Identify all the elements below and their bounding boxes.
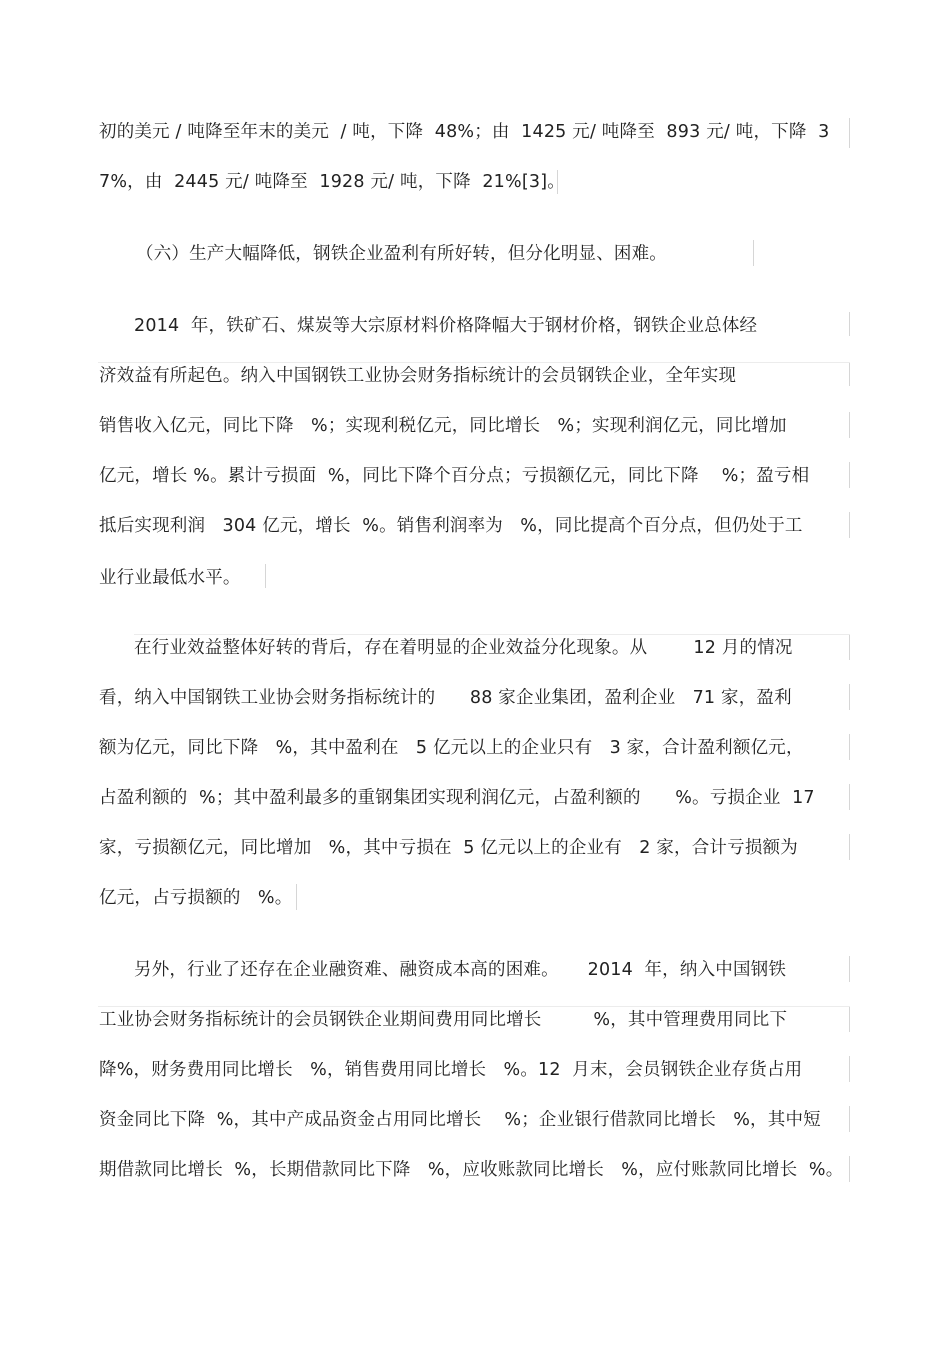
text-line: 初的美元 / 吨降至年末的美元 / 吨，下降 48%；由 1425 元/ 吨降至 893 元/ 吨，下降 3 — [99, 122, 830, 142]
column-rule — [849, 412, 850, 438]
text-line: 2014 年，铁矿石、煤炭等大宗原材料价格降幅大于钢材价格，钢铁企业总体经 — [134, 316, 758, 336]
text-line: 家，亏损额亿元，同比增加 %，其中亏损在 5 亿元以上的企业有 2 家，合计亏损额为 — [99, 838, 798, 858]
column-rule — [849, 784, 850, 810]
text-line: 在行业效益整体好转的背后，存在着明显的企业效益分化现象。从 12 月的情况 — [134, 638, 793, 658]
section-heading: （六）生产大幅降低，钢铁企业盈利有所好转，但分化明显、困难。 — [136, 244, 667, 264]
column-rule — [849, 734, 850, 760]
text-line: 资金同比下降 %，其中产成品资金占用同比增长 %；企业银行借款同比增长 %，其中短 — [99, 1110, 821, 1130]
text-line: 济效益有所起色。纳入中国钢铁工业协会财务指标统计的会员钢铁企业，全年实现 — [99, 366, 737, 386]
column-rule — [265, 564, 266, 588]
column-rule — [849, 1006, 850, 1032]
text-line: 7%，由 2445 元/ 吨降至 1928 元/ 吨，下降 21%[3]。 — [99, 172, 565, 192]
column-rule — [849, 1106, 850, 1132]
column-rule — [849, 684, 850, 710]
line-separator — [134, 634, 850, 635]
column-rule — [849, 512, 850, 538]
column-rule — [753, 240, 754, 266]
column-rule — [849, 1056, 850, 1082]
column-rule — [849, 462, 850, 488]
column-rule — [849, 1156, 850, 1182]
line-separator — [98, 362, 850, 363]
text-line: 销售收入亿元，同比下降 %；实现利税亿元，同比增长 %；实现利润亿元，同比增加 — [99, 416, 787, 436]
text-line: 抵后实现利润 304 亿元，增长 %。销售利润率为 %，同比提高个百分点，但仍处于工 — [99, 516, 803, 536]
text-line: 看，纳入中国钢铁工业协会财务指标统计的 88 家企业集团，盈利企业 71 家，盈利 — [99, 688, 792, 708]
text-line: 额为亿元，同比下降 %，其中盈利在 5 亿元以上的企业只有 3 家，合计盈利额亿元， — [99, 738, 804, 758]
text-line: 业行业最低水平。 — [99, 568, 241, 588]
column-rule — [849, 362, 850, 386]
column-rule — [849, 956, 850, 982]
column-rule — [849, 118, 850, 148]
text-line: 占盈利额的 %；其中盈利最多的重钢集团实现利润亿元，占盈利额的 %。亏损企业 17 — [99, 788, 815, 808]
column-rule — [296, 884, 297, 910]
text-line: 降%，财务费用同比增长 %，销售费用同比增长 %。12 月末，会员钢铁企业存货占用 — [99, 1060, 803, 1080]
column-rule — [849, 834, 850, 860]
text-line: 另外，行业了还存在企业融资难、融资成本高的困难。 2014 年，纳入中国钢铁 — [134, 960, 787, 980]
column-rule — [849, 634, 850, 660]
text-line: 工业协会财务指标统计的会员钢铁企业期间费用同比增长 %，其中管理费用同比下 — [99, 1010, 788, 1030]
text-line: 亿元，增长 %。累计亏损面 %，同比下降个百分点；亏损额亿元，同比下降 %；盈亏相 — [99, 466, 810, 486]
line-separator — [98, 1006, 850, 1007]
text-line: 亿元，占亏损额的 %。 — [99, 888, 293, 908]
column-rule — [849, 312, 850, 336]
text-line: 期借款同比增长 %，长期借款同比下降 %，应收账款同比增长 %，应付账款同比增长 %。 — [99, 1160, 844, 1180]
